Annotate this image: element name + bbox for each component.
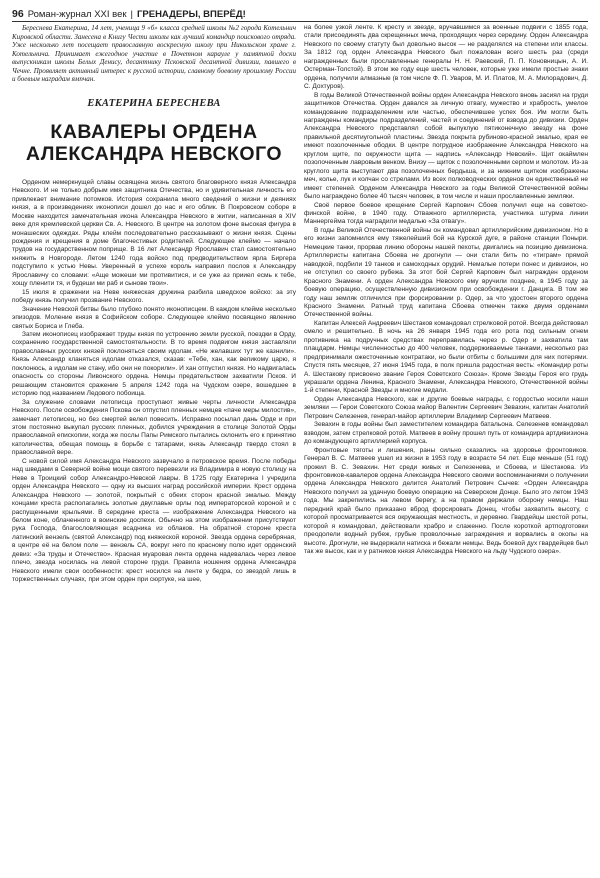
title-line-1: КАВАЛЕРЫ ОРДЕНА bbox=[50, 120, 258, 143]
paragraph: Зевахин в годы войны был заместителем командира батальона. Селезенев командовал взводом, затем стрелковой ротой. Матвеев в войну прошел путь от командира артдивизиона до командующего артиллерией корпуса. bbox=[304, 421, 588, 446]
paragraph: Затем иконописец изображает труды князя по устроению земли русской, поездки в Орду, сохранению государственной самостоятельности. В то время подвигом князя заставляли православных русских князей поклоняться своим идолам. «Не желавших тут же казнили». Князь Александр кланяться идолам отказался, сказав: «Тебе, хан, как великому царю, я поклонюсь, а идолам не стану, ибо они не покорили». И хан отпустил князя. Но надвигалась опасность со стороны Ливонского ордена. Немцы предательством захватили Псков. И решающим становится сражение 5 апреля 1242 года на Чудском озере, вошедшее в историю под названием Ледового побоища. bbox=[12, 330, 296, 398]
paragraph: Орден Александра Невского, как и другие боевые награды, с гордостью носили наши земляки — Герои Советского Союза майор Валентин Сергеевич Зевахин, капитан Анатолий Петрович Селезенев, генерал-майор артиллерии Владимир Сергеевич Матвеев. bbox=[304, 395, 588, 420]
magazine-name: Роман-журнал XXI век bbox=[27, 9, 127, 20]
paragraph: В годы Великой Отечественной войны орден Александра Невского вновь засиял на груди защитников Отечества. Орден давался за личную отвагу, мужество и храбрость, умелое командование подразделением или частью, обеспечившее успех боя. Им могли быть награждены командиры подразделений, частей и соединений от взвода до дивизии. Орден Александра Невского представлял собой выпуклую пятиконечную звезду на фоне правильной десятиугольной пластины. Звезда покрыта рубиново-красной эмалью, края ее имеют позолоченные ободки. В центре погрудное изображение Александра Невского на круглом щите, по окружности щита — надпись «Александр Невский». Щит окаймлен позолоченным лавровым венком. Внизу — щиток с позолоченными серпом и молотом. Из-за круглого щита выступают два позолоченных бердыша, и за нижним щитком изображены меч, колье, лук и колчан со стрелами. Из всех полководческих орденов он единственный не имеет степеней. Орденом Александра Невского за годы Великой Отечественной войны было награждено более 40 тысяч человек, в том числе и наши прославленные земляки. bbox=[304, 91, 588, 201]
article-columns bbox=[12, 24, 588, 870]
author-bio: Береснева Екатерина, 14 лет, ученица 9 «б» класса средней школы №2 города Котельнич Кировской области. Занесена в Книгу Чести школы как лучший командир поискового отряда. Уже несколько лет посещает православную воскресную школу при Никольском храме г. Котельнича. Принимает ежегодное участие в Почетном карауле у памятной доски выпускникам школы Белых Денису, десантнику Псковской десантной дивизии, павшего в Чечне. Проявляет активный интерес к русской истории, славному боевому прошлому России и боевым наградам ямпчан. bbox=[12, 24, 296, 84]
left-column bbox=[12, 24, 296, 870]
article-title bbox=[12, 121, 296, 165]
paragraph: С новой силой имя Александра Невского зазвучало в петровское время. После победы над шведами в Северной войне мощи святого перевезли из Владимира в новую столицу на Неве в Троицкий собор Александро-Невской лавры. В 1725 году Екатерина I учредила орден Александра Невского — одну из высших наград российской империи. Крест ордена Александра Невского — золотой, покрытый с обеих сторон красной эмалью. Между концами креста располагались золотые двуглавые орлы под императорской короной и с распущенными крыльями. В середине креста — изображение Александра Невского на белом коне, облаченного в воинские доспехи. Обычно на этом изображении присутствуют рука Господа, благословляющая всадника из облаков. На обратной стороне креста латинский вензель (святой Александр) под княжеской короной. Звезда ордена серебряная, в центре её на белом поле — вензель СА, вокруг него по красному полю идет орденский девиз: «За труды и Отечество». Красная муаровая лента ордена надевалась через левое плечо, звезда носилась на левой стороне груди. Правила ношения ордена Александра Невского имели свои особенности: крест носился на ленте у бедра, со звездой лишь в торжественных случаях, при этом орден при сюртуке, на шее, bbox=[12, 457, 296, 584]
paragraph: Своё первое боевое крещение Сергей Карпович Сбоев получил еще на советско-финской войне, в 1940 году. Отважного артиллериста, участника штурма линии Маннергейма тогда наградили медалью «За отвагу». bbox=[304, 201, 588, 226]
left-body bbox=[12, 179, 296, 585]
title-line-2: АЛЕКСАНДРА НЕВСКОГО bbox=[25, 142, 283, 165]
right-column bbox=[304, 24, 588, 870]
paragraph: на более узкой ленте. К кресту и звезде, вручавшимся за военные подвиги с 1855 года, стали присоединять два скрещенных меча, проходящих через середину. Орден Александра Невского по своему статуту был довольно высок — не разделялся на степени или классы. За 1812 год орден Александра Невского был пожалован всего шесть раз (среди награжденных были прославленные генералы Н. Н. Раевский, П. П. Коновницын, А. И. Остерман-Толстой). В этом же году еще шесть человек, которые уже имели простые знаки ордена, получили алмазные (в том числе Ф. П. Уваров, М. И. Платов, М. А. Милорадович, Д. С. Дохтуров). bbox=[304, 24, 588, 91]
author-name: ЕКАТЕРИНА БЕРЕСНЕВА bbox=[87, 97, 221, 109]
header-separator: | bbox=[130, 9, 134, 20]
running-header bbox=[12, 6, 588, 22]
paragraph: В годы Великой Отечественной войны он командовал артиллерийским дивизионом. Но в его жизни запомнился ему тяжелейший бой на Курской дуге, в районе станции Поныри. Немецкие танки, прорвав линию обороны нашей пехоты, двигались на позицию дивизиона. Артиллеристы капитана Сбоева не дрогнули — они стали бить по «тиграм» прямой наводкой, подбили 19 танков и самоходных орудий. Немалые потери понес и дивизион, но не отступил со своего рубежа. За этот бой Сергей Карпович был награжден орденом Красного Знамени. А орден Александра Невского ему вручили позднее, в 1945 году за боевую операцию, осуществленную дивизионом при освобождении г. Данцига. В том же году наш земляк отличился при форсировании р. Одер, за что удостоен второго ордена Красного Знамени. Ратный труд капитана Сбоева отмечен также двумя орденами Отечественной войны. bbox=[304, 226, 588, 319]
paragraph: Капитан Алексей Андреевич Шестаков командовал стрелковой ротой. Всегда действовал смело и решительно. В ночь на 26 января 1945 года его рота под сильным огнем противника на подручных средствах переправилась через р. Одер и захватила там плацдарм. Немцы численностью до 400 человек, поддерживаемые танками, несколько раз предпринимали ожесточенные контратаки, но были отбиты с большими для них потерями. Спустя пять месяцев, 27 июня 1945 года, в полк пришла радостная весть: «Командир роты А. Шестакову присвоено звание Героя Советского Союза». Кроме Звезды Героя его грудь украшали ордена Ленина, Красного Знамени, Александра Невского, Отечественной войны 1-й степени, Красной Звезды и многие медали. bbox=[304, 319, 588, 395]
paragraph: Фронтовые тяготы и лишения, раны сильно сказались на здоровье фронтовиков. Генерал В. С. Матвеев ушел из жизни в 1953 году в возрасте 54 лет. Еще меньше (51 год) прожил В. С. Зевахин. Нет среди живых и Селезенева, и Сбоева, и Шестакова. Из фронтовиков-кавалеров ордена Александра Невского своими воспоминаниями о получении ордена Александра Невского делится Анатолий Петрович Сычев: «Орден Александра Невского получил за удачную боевую операцию на Северском Донце. Было это летом 1943 года. Мы закрепились на левом берегу, а на правом держали оборону немцы. Наш передний край было приказано вброд форсировать Донец, чтобы захватить высоту, с которой просматривается вся окружающая местность, и деревню. Гвардейцы шестой роты, которой я командовал, действовали храбро и слаженно. После короткой артподготовки преодолели водный рубеж, грубые проволочные заграждения и ворвались в окопы на высоте. Дрогнули, не выдержали натиска и бежали немцы. Ведь боевой дух гвардейцев был так же высок, как и у ратников князя Александра Невского на льду Чудского озера». bbox=[304, 446, 588, 556]
section-title: ГРЕНАДЕРЫ, ВПЕРЁД! bbox=[137, 9, 246, 20]
page-number: 96 bbox=[12, 8, 24, 20]
paragraph: За служение словами летописца проступают живые черты личности Александра Невского. После освобождения Пскова он отпустил пленных немцев «паче меры милостив», замечает летописец, но без смертей велел повесить. Исправно посылал дань Орде и при этом постоянно выкупал русских пленных, добился учреждения в столице Золотой Орды православной епископии, когда же послы Папы Римского пытались склонить его к принятию католичества, обещая помощь в борьбе с татарами, князь Александр твердо стоял в православной вере. bbox=[12, 398, 296, 457]
paragraph: 15 июля в сражении на Неве княжеская дружина разбила шведское войско: за эту победу князь получил прозвание Невского. bbox=[12, 288, 296, 305]
paragraph: Значение Невской битвы было глубоко понято иконописцем. В каждом клейме несколько эпизодов. Моление князя в Софийском соборе. Следующее клеймо посвящено явлению святых Бориса и Глеба. bbox=[12, 305, 296, 330]
paragraph: Орденом немеркнущей славы освящена жизнь святого благоверного князя Александра Невского. И не только добрым имя защитника Отечества, но и удивительная личность его привлекает внимание потомков. История сохранила много сведений о жизни и деяниях князя, а в произведениях иконописи дошел до нас и его облик. В Покровском соборе в Москве находится замечательная икона Александра Невского в житии, написанная в XIV веке для кремлевской церкви Св. А. Невского. В центре на золотом фоне высокая фигура в монашеских одеждах. Ряды клейм последовательно рассказывают о жизни князя. Сцены рождения и крещения в доме благочестивых родителей. Следующее клеймо — начало трудов на государственном поприще. В 16 лет Александр Ярославич стал самостоятельно княжить в Новгороде. Летом 1240 года войско под предводительством ярла Биргера подступило к устью Невы. Уверенный в успехе король направил послов к Александру Ярославичу со словами: «Аще можеши ми противитися, и се уже аз прииел есмь к тебе, хощу пленити тя, и будеши ми раб и сынове твои». bbox=[12, 178, 296, 288]
right-body bbox=[304, 24, 588, 557]
